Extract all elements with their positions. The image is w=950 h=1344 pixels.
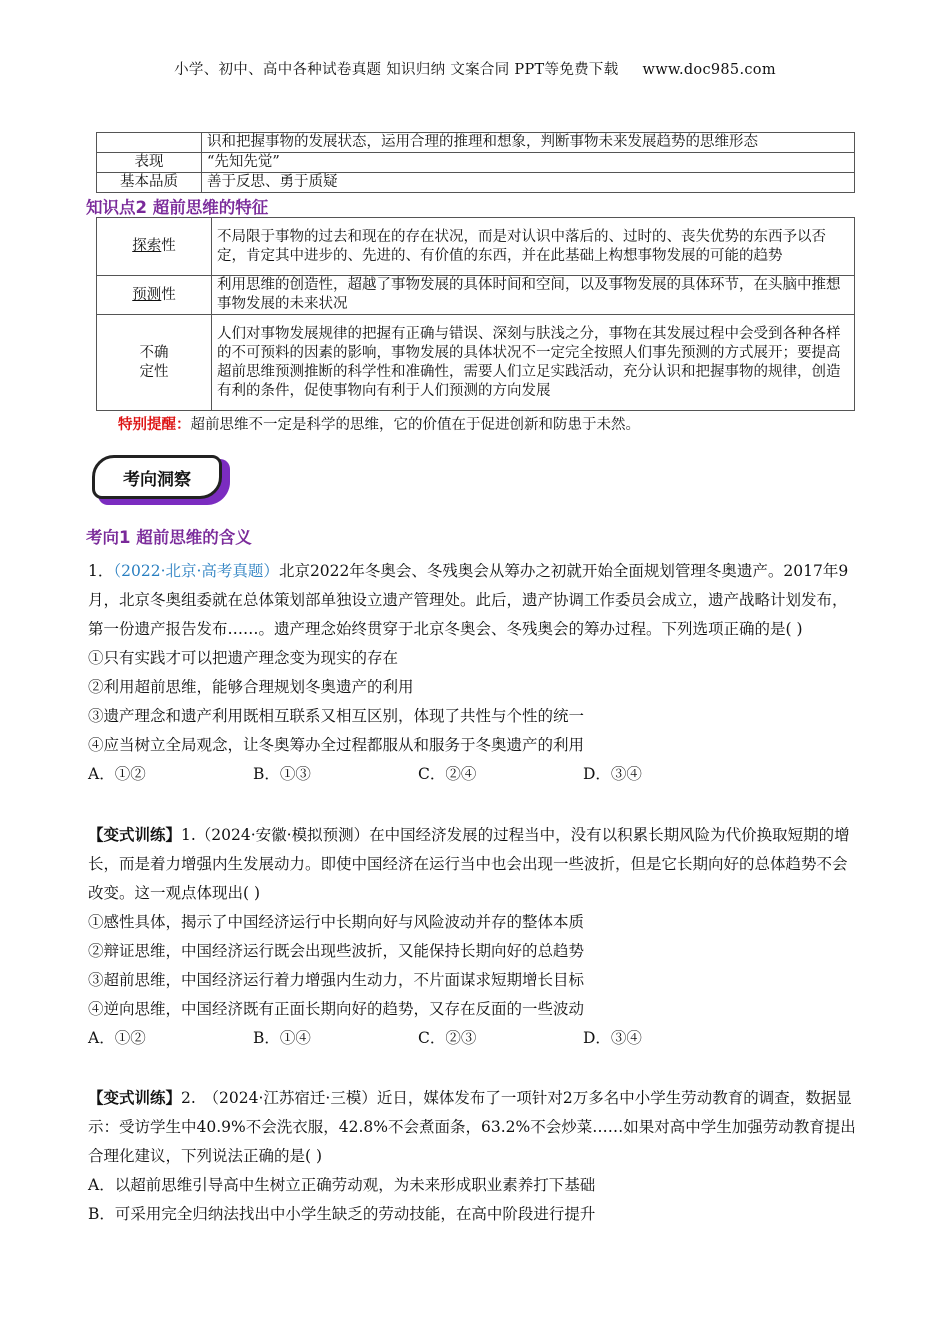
tip-label: 特别提醒： bbox=[118, 416, 191, 433]
option-c[interactable]: C．②④ bbox=[418, 765, 477, 783]
answer-options bbox=[88, 760, 860, 789]
table-row bbox=[97, 173, 855, 193]
choice-item: ④应当树立全局观念，让冬奥筹办全过程都服从和服务于冬奥遗产的利用 bbox=[88, 736, 585, 754]
table-cell: 不局限于事物的过去和现在的存在状况，而是对认识中落后的、过时的、丧失优势的东西予以否定，肯定其中进步的、先进的、有价值的东西，并在此基础上构想事物发展的可能的趋势 bbox=[212, 218, 855, 276]
qualities-table bbox=[96, 132, 855, 193]
table-row bbox=[97, 276, 855, 315]
option-b[interactable]: B．①④ bbox=[253, 1029, 311, 1047]
option-a[interactable]: A．以超前思维引导高中生树立正确劳动观，为未来形成职业素养打下基础 bbox=[88, 1176, 596, 1194]
table-label: 表现 bbox=[97, 153, 202, 173]
table-cell-empty bbox=[97, 133, 202, 153]
header-url[interactable]: www.doc985.com bbox=[642, 62, 776, 78]
choice-item: ③遗产理念和遗产利用既相互联系又相互区别，体现了共性与个性的统一 bbox=[88, 707, 585, 725]
option-d[interactable]: D．③④ bbox=[583, 1029, 642, 1047]
badge-label: 考向洞察 bbox=[92, 455, 222, 499]
question-stem: 【变式训练】2. （2024·江苏宿迁·三模）近日，媒体发布了一项针对2万多名中小学生劳动教育的调查，数据显示：受访学生中40.9%不会洗衣服，42.8%不会煮面条，63.2%不会炒菜……如果对高中学生加强劳动教育提出合理化建议，下列说法正确的是( ) bbox=[88, 1088, 856, 1165]
choice-item: ①只有实践才可以把遗产理念变为现实的存在 bbox=[88, 649, 399, 667]
section-badge bbox=[92, 455, 232, 507]
table-label: 预测性 bbox=[97, 276, 212, 315]
table-label: 基本品质 bbox=[97, 173, 202, 193]
table-cell: “先知先觉” bbox=[202, 153, 855, 173]
question-2 bbox=[88, 820, 860, 1053]
option-d[interactable]: D．③④ bbox=[583, 765, 642, 783]
option-a[interactable]: A．①② bbox=[88, 1029, 146, 1047]
choice-item: ③超前思维，中国经济运行着力增强内生动力，不片面谋求短期增长目标 bbox=[88, 971, 585, 989]
section-title: 考向1 超前思维的含义 bbox=[86, 528, 252, 547]
table-label: 不确 定性 bbox=[97, 315, 212, 411]
table-cell: 善于反思、勇于质疑 bbox=[202, 173, 855, 193]
header-text: 小学、初中、高中各种试卷真题 知识归纳 文案合同 PPT等免费下载 bbox=[174, 62, 619, 78]
question-source: （2022·北京·高考真题） bbox=[113, 562, 279, 580]
choice-item: ②利用超前思维，能够合理规划冬奥遗产的利用 bbox=[88, 678, 414, 696]
table-cell: 利用思维的创造性，超越了事物发展的具体时间和空间，以及事物发展的具体环节，在头脑中推想事物发展的未来状况 bbox=[212, 276, 855, 315]
option-b[interactable]: B．可采用完全归纳法找出中小学生缺乏的劳动技能，在高中阶段进行提升 bbox=[88, 1205, 596, 1223]
tip-text: 超前思维不一定是科学的思维，它的价值在于促进创新和防患于未然。 bbox=[190, 417, 640, 433]
answer-options bbox=[88, 1024, 860, 1053]
section-title: 知识点2 超前思维的特征 bbox=[86, 198, 269, 217]
choice-item: ④逆向思维，中国经济既有正面长期向好的趋势，又存在反面的一些波动 bbox=[88, 1000, 585, 1018]
question-stem: 【变式训练】1.（2024·安徽·模拟预测）在中国经济发展的过程当中，没有以积累长期风险为代价换取短期的增长，而是着力增强内生发展动力。即使中国经济在运行当中也会出现一些波折，但是它长期向好的总体趋势不会改变。这一观点体现出( ) bbox=[88, 825, 850, 902]
choice-item: ①感性具体，揭示了中国经济运行中长期向好与风险波动并存的整体本质 bbox=[88, 913, 585, 931]
page-header bbox=[0, 58, 950, 79]
option-b[interactable]: B．①③ bbox=[253, 765, 311, 783]
table-cell: 人们对事物发展规律的把握有正确与错误、深刻与肤浅之分，事物在其发展过程中会受到各种各样的不可预料的因素的影响，事物发展的具体状况不一定完全按照人们事先预测的方式展开；要提高超前思维预测推断的科学性和准确性，需要人们立足实践活动，充分认识和把握事物的规律，创造有利的条件，促使事物向有利于人们预测的方向发展 bbox=[212, 315, 855, 411]
question-3 bbox=[88, 1083, 860, 1229]
question-stem: 1．（2022·北京·高考真题）北京2022年冬奥会、冬残奥会从筹办之初就开始全面规划管理冬奥遗产。2017年9月，北京冬奥组委就在总体策划部单独设立遗产管理处。此后，遗产协调工作委员会成立，遗产战略计划发布，第一份遗产报告发布……。遗产理念始终贯穿于北京冬奥会、冬残奥会的筹办过程。下列选项正确的是( ) bbox=[88, 562, 849, 638]
table-label: 探索性 bbox=[97, 218, 212, 276]
table-row bbox=[97, 133, 855, 153]
features-table bbox=[96, 217, 855, 411]
option-c[interactable]: C．②③ bbox=[418, 1029, 477, 1047]
table-row bbox=[97, 153, 855, 173]
special-tip bbox=[118, 413, 640, 434]
table-row bbox=[97, 218, 855, 276]
table-cell: 识和把握事物的发展状态，运用合理的推理和想象，判断事物未来发展趋势的思维形态 bbox=[202, 133, 855, 153]
question-1 bbox=[88, 557, 860, 789]
option-a[interactable]: A．①② bbox=[88, 765, 146, 783]
choice-item: ②辩证思维，中国经济运行既会出现些波折，又能保持长期向好的总趋势 bbox=[88, 942, 585, 960]
table-row bbox=[97, 315, 855, 411]
